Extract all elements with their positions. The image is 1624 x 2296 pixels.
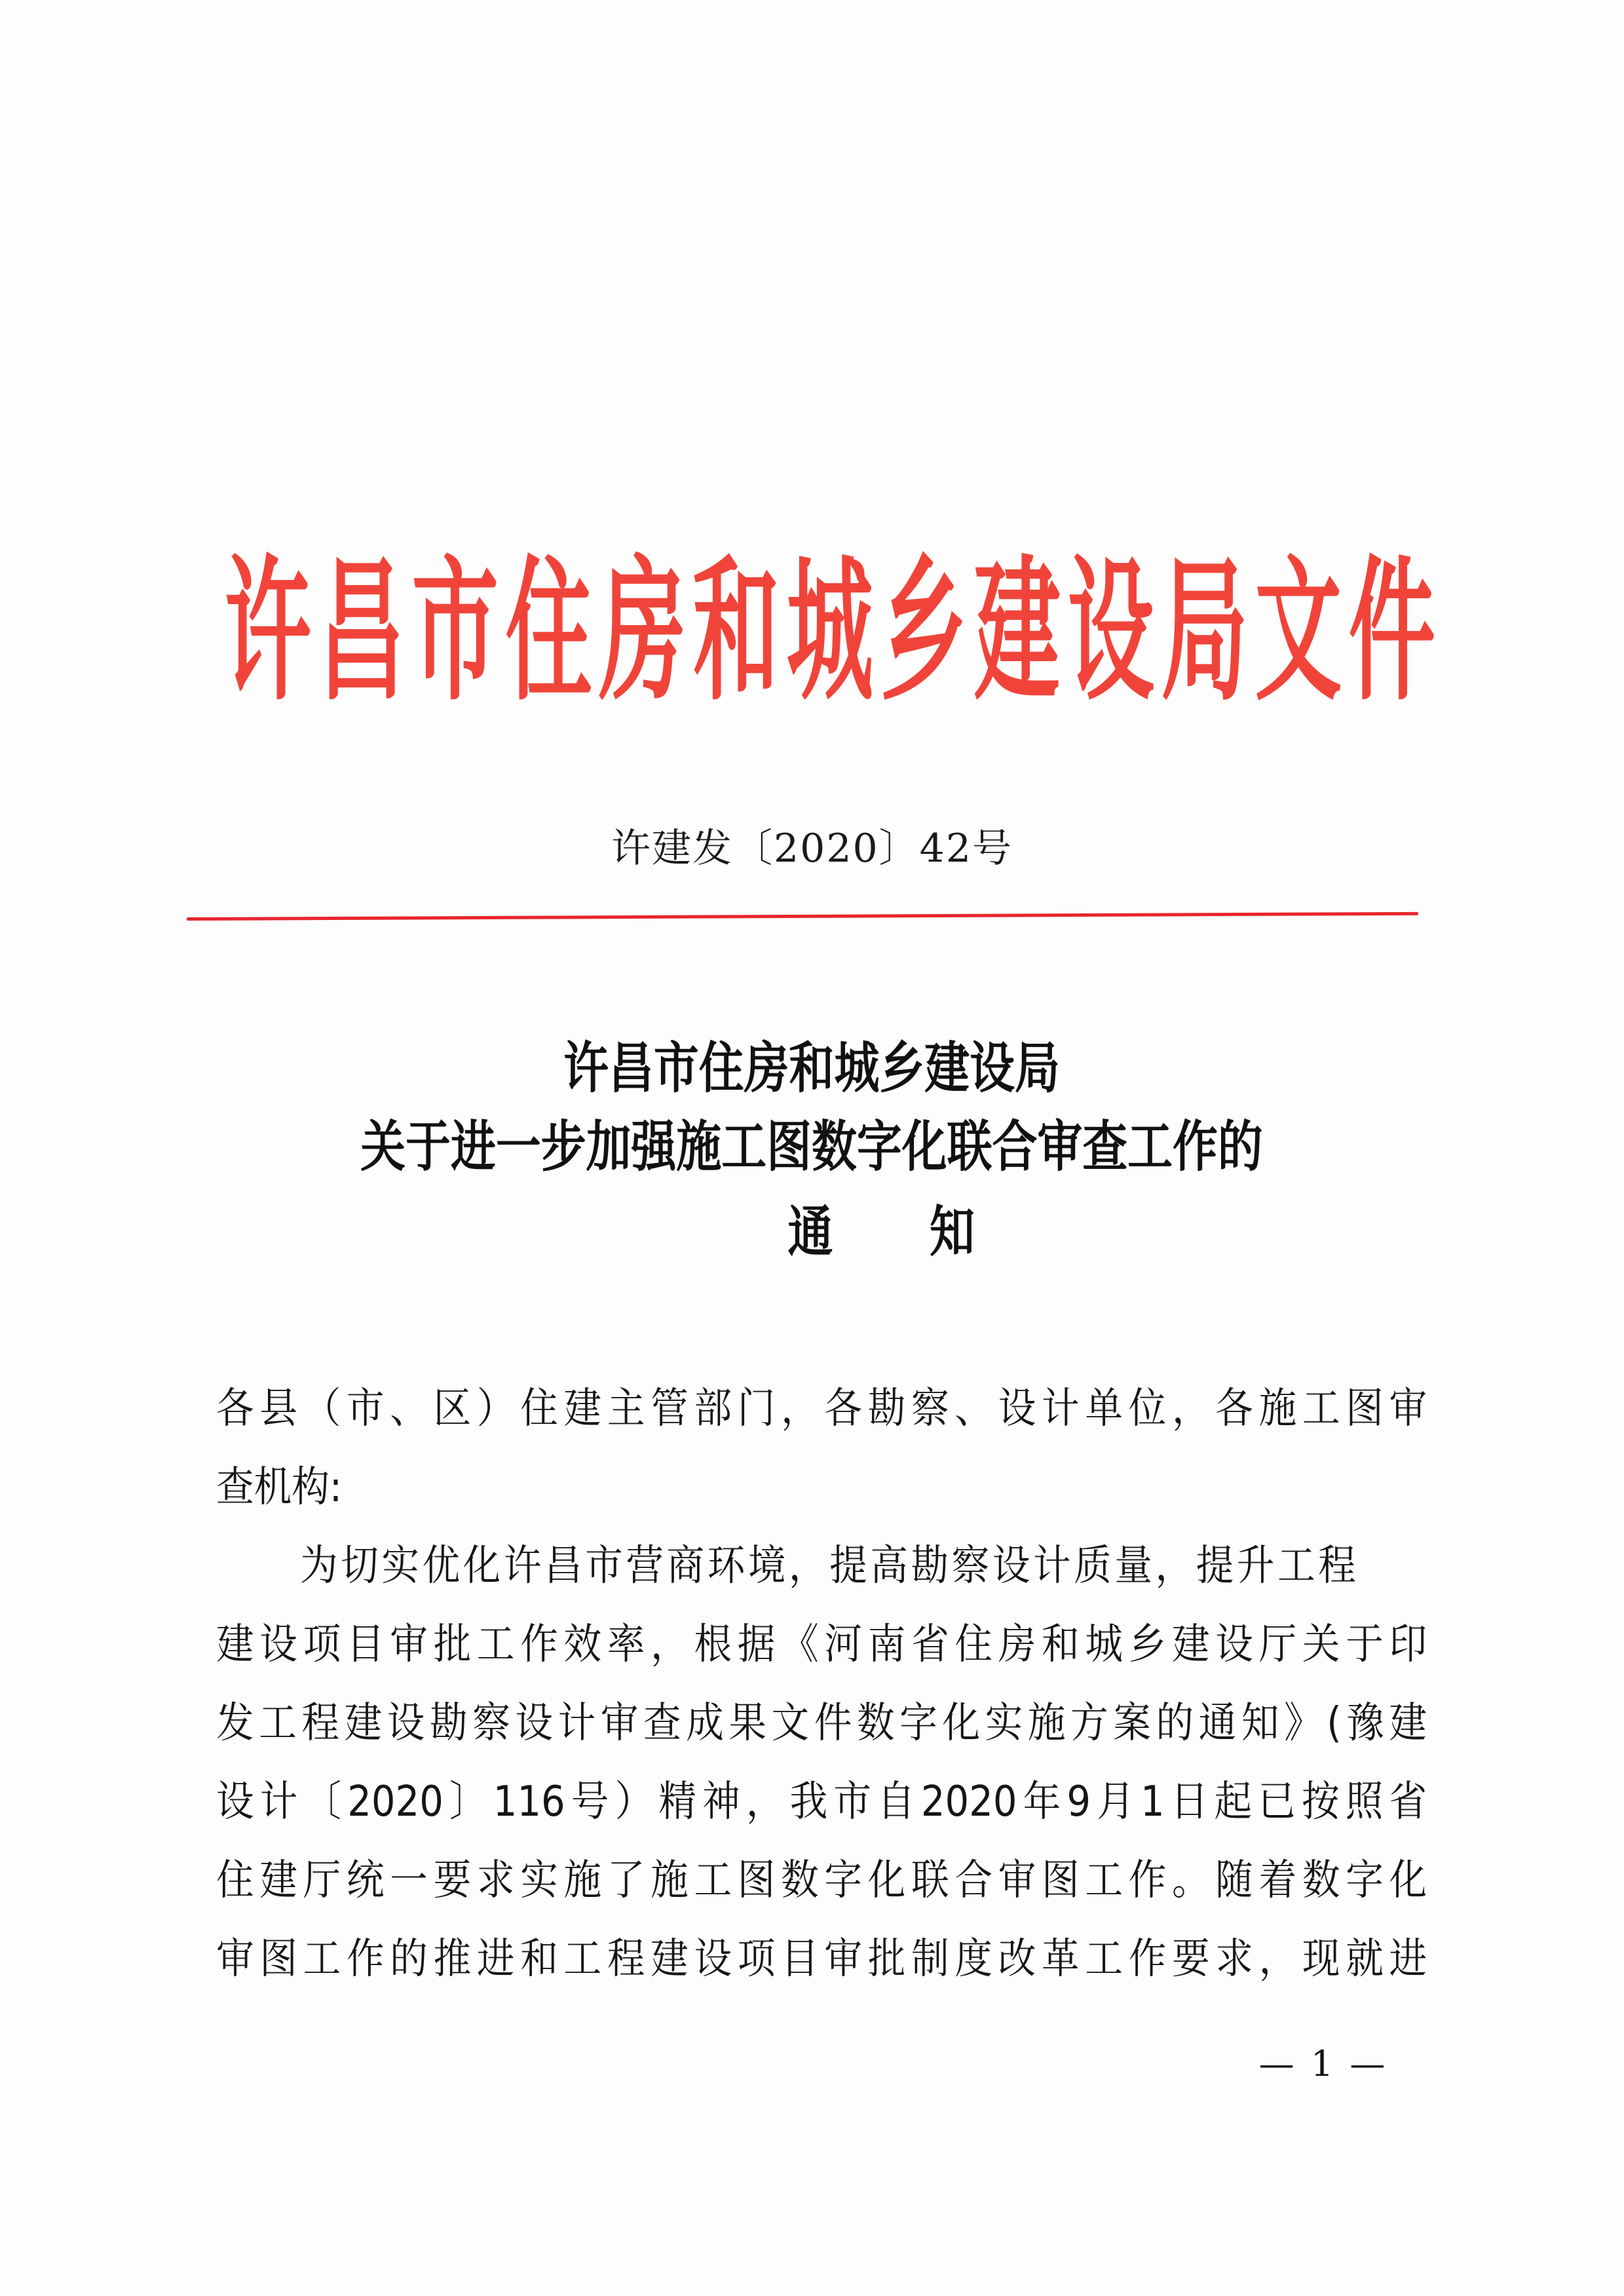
salutation-line: 查机构: (216, 1463, 343, 1512)
paragraph-line: 为切实优化许昌市营商环境，提高勘察设计质量，提升工程 (300, 1542, 1356, 1590)
masthead-char: 和 (692, 541, 780, 722)
masthead-char: 许 (224, 541, 311, 722)
red-divider-rule (187, 912, 1418, 921)
page-number: — 1 — (1258, 2043, 1388, 2084)
body-paragraph-1 (216, 1527, 1428, 1999)
paragraph-line: 建设项目审批工作效率，根据《河南省住房和城乡建设厅关于印 (216, 1620, 1427, 1669)
paragraph-line: 发工程建设勘察设计审查成果文件数字化实施方案的通知》(豫建 (216, 1699, 1427, 1748)
masthead-char: 件 (1348, 541, 1435, 722)
paragraph-line: 审图工作的推进和工程建设项目审批制度改革工作要求，现就进 (216, 1935, 1427, 1983)
title-line-3 (0, 1193, 1624, 1271)
masthead-char: 文 (1255, 541, 1342, 722)
salutation-line: 各县（市、区）住建主管部门，各勘察、设计单位，各施工图审 (216, 1385, 1427, 1433)
masthead-char: 房 (599, 541, 686, 722)
masthead-char: 市 (411, 541, 499, 722)
masthead-title (210, 541, 1435, 722)
title-line-1-text: 许昌市住房和城乡建设局 (563, 1036, 1061, 1100)
masthead-char: 住 (505, 541, 592, 722)
title-line-2-text: 关于进一步加强施工图数字化联合审查工作的 (360, 1115, 1264, 1179)
title-line-1 (0, 1029, 1624, 1107)
title-line-2 (0, 1107, 1624, 1186)
document-number: 许建发〔2020〕42号 (611, 826, 1013, 871)
masthead-char: 建 (973, 541, 1061, 722)
masthead-char: 局 (1161, 541, 1248, 722)
title-line-3-text: 通知 (788, 1200, 1072, 1264)
masthead-char: 乡 (880, 541, 967, 722)
masthead-char: 设 (1067, 541, 1154, 722)
salutation (216, 1369, 1428, 1527)
masthead-char: 城 (786, 541, 873, 722)
masthead-char: 昌 (318, 541, 405, 722)
paragraph-line: 设计〔2020〕116号）精神，我市自2020年9月1日起已按照省 (216, 1778, 1427, 1826)
paragraph-line: 住建厅统一要求实施了施工图数字化联合审图工作。随着数字化 (216, 1856, 1427, 1905)
